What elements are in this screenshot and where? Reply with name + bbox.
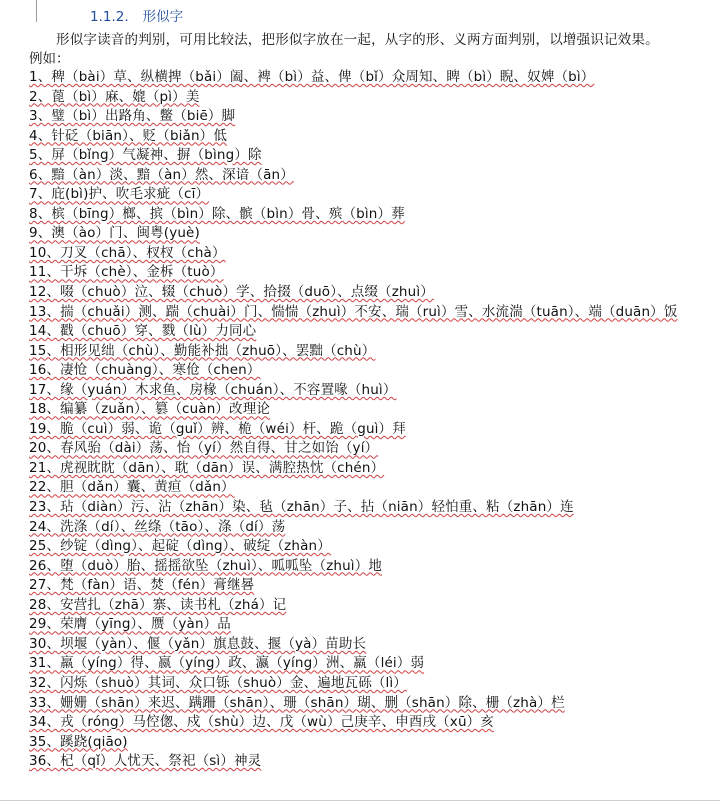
list-item: 36、杞（qǐ）人忧天、祭祀（sì）神灵 bbox=[29, 753, 262, 770]
list-item: 20、春风骀（dài）荡、怡（yí）然自得、甘之如饴（yí） bbox=[29, 440, 379, 457]
list-item: 1、稗（bài）草、纵横捭（bǎi）阖、裨（bì）益、俾（bǐ）众周知、睥（bì）睨、奴婢（bì） bbox=[29, 69, 595, 85]
list-item: 13、揣（chuǎi）测、踹（chuài）门、惴惴（zhuì）不安、瑞（ruì）雪、水流湍（tuān）、端（duān）饭 bbox=[29, 303, 678, 320]
list-item: 23、玷（diàn）污、沾（zhān）染、毡（zhān）子、拈（niān）轻怕重、粘（zhān）连 bbox=[29, 499, 574, 516]
list-item: 19、脆（cuì）弱、诡（guǐ）辨、桅（wéi）杆、跪（guì）拜 bbox=[29, 420, 406, 437]
example-label: 例如： bbox=[29, 51, 70, 67]
list-item: 12、啜（chuò）泣、辍（chuò）学、拾掇（duō）、点缀（zhuì） bbox=[29, 284, 434, 301]
list-item: 24、洗涤（dí）、丝绦（tāo）、涤（dí）荡 bbox=[29, 518, 286, 535]
list-item: 15、相形见绌（chù）、勤能补拙（zhuō）、罢黜（chù） bbox=[29, 342, 376, 359]
page-margin-mark bbox=[36, 0, 37, 22]
list-item: 7、庇(bì)护、吹毛求疵（cī） bbox=[29, 186, 210, 203]
list-item: 26、堕（duò）胎、摇摇欲坠（zhuì）、呱呱坠（zhuì）地 bbox=[29, 557, 383, 574]
list-item: 21、虎视眈眈（dān）、耽（dān）误、满腔热忱（chén） bbox=[29, 459, 385, 476]
list-item: 34、戎（róng）马倥偬、戍（shù）边、戊（wù）己庚辛、申酉戌（xū）亥 bbox=[29, 714, 494, 731]
intro-paragraph: 形似字读音的判别，可用比较法，把形似字放在一起，从字的形、义两方面判别，以增强识记效果。 bbox=[56, 32, 659, 48]
list-item: 5、屏（bǐng）气凝神、摒（bìng）除 bbox=[29, 147, 262, 164]
list-item: 29、荣膺（yīng）、赝（yàn）品 bbox=[29, 616, 231, 633]
list-item: 18、编纂（zuǎn）、篡（cuàn）改理论 bbox=[29, 401, 271, 418]
list-item: 33、姗姗（shān）来迟、蹒跚（shān）、珊（shān）瑚、删（shān）除、栅（zhà）栏 bbox=[29, 694, 565, 711]
list-item: 2、蓖（bì）麻、媲（pì）美 bbox=[29, 88, 200, 105]
list-item: 8、槟（bīng）榔、摈（bìn）除、髌（bìn）骨、殡（bìn）葬 bbox=[29, 205, 405, 222]
list-item: 22、胆（dǎn）囊、黄疸（dǎn） bbox=[29, 479, 235, 496]
section-title: 形似字 bbox=[142, 9, 184, 25]
list-item: 30、坝堰（yàn）、偃（yǎn）旗息鼓、揠（yà）苗助长 bbox=[29, 635, 367, 652]
list-item: 14、戳（chuō）穿、戮（lù）力同心 bbox=[29, 323, 257, 340]
list-item: 6、黯（àn）淡、黯（àn）然、深谙（ān） bbox=[29, 166, 294, 183]
list-item: 10、刀叉（chā）、杈杈（chà） bbox=[29, 244, 226, 261]
page-bottom-rule bbox=[0, 800, 720, 801]
list-item: 9、澳（ào）门、闽粤(yuè) bbox=[29, 225, 200, 242]
list-item: 31、羸（yíng）得、嬴（yíng）政、瀛（yíng）洲、羸（léi）弱 bbox=[29, 655, 425, 672]
section-heading bbox=[90, 7, 183, 27]
list-item: 28、安营扎（zhā）寨、读书札（zhá）记 bbox=[29, 596, 287, 613]
list-item: 17、缘（yuán）木求鱼、房椽（chuán）、不容置喙（huì） bbox=[29, 381, 397, 398]
list-item: 3、璧（bì）出路角、鳖（biē）脚 bbox=[29, 108, 236, 125]
list-item: 27、梵（fàn）语、焚（fén）膏继晷 bbox=[29, 577, 255, 594]
list-item: 25、纱锭（dìng）、起碇（dìng）、破绽（zhàn） bbox=[29, 538, 331, 555]
list-item: 11、干坼（chè）、金柝（tuò） bbox=[29, 264, 224, 281]
example-list bbox=[29, 68, 719, 772]
list-item: 32、闪烁（shuò）其词、众口铄（shuò）金、遍地瓦砾（lì） bbox=[29, 674, 407, 691]
list-item: 35、蹊跷(qiāo) bbox=[29, 733, 128, 750]
list-item: 16、凄怆（chuàng）、寒伧（chen） bbox=[29, 362, 261, 379]
section-number: 1.1.2. bbox=[90, 9, 129, 25]
list-item: 4、针砭（biān）、贬（biǎn）低 bbox=[29, 127, 227, 144]
